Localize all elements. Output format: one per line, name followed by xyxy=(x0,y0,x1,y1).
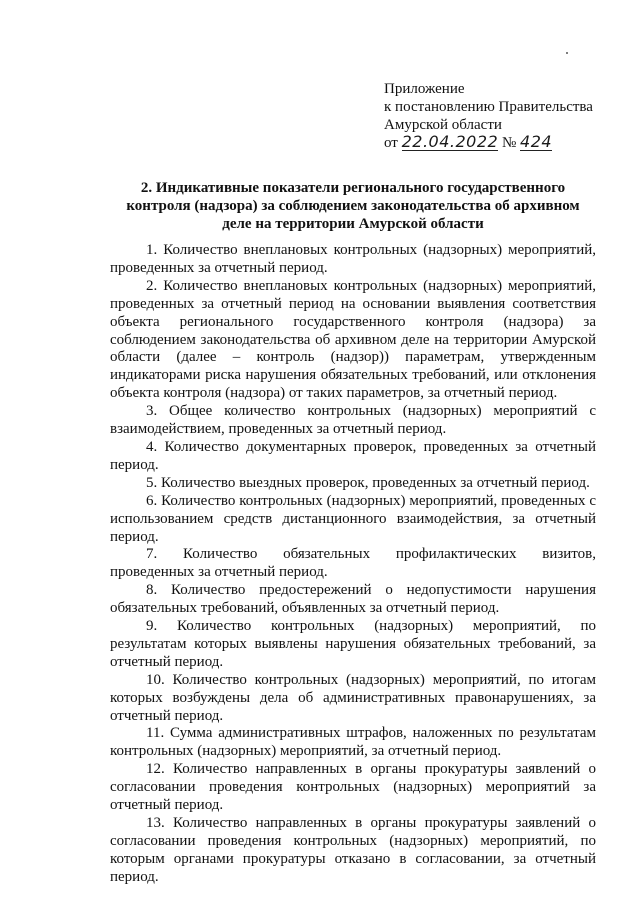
date-prefix: от xyxy=(384,135,398,151)
indicator-item: 7. Количество обязательных профилактических визитов, проведенных за отчетный период. xyxy=(110,546,596,581)
section-title: 2. Индикативные показатели регионального государственного контроля (надзора) за соблюдением законодательства об архивном деле на территории Амурской области xyxy=(126,180,580,232)
handwritten-date: 22.04.2022 xyxy=(401,132,499,151)
scan-speck xyxy=(566,52,568,54)
indicator-item: 12. Количество направленных в органы прокуратуры заявлений о согласовании проведения контрольных (надзорных) мероприятий за отчетный период. xyxy=(110,761,596,814)
indicator-item: 8. Количество предостережений о недопустимости нарушения обязательных требований, объявленных за отчетный период. xyxy=(110,582,596,617)
number-sign: № xyxy=(501,135,517,151)
indicator-item: 13. Количество направленных в органы прокуратуры заявлений о согласовании проведения контрольных (надзорных) мероприятий, по которым органами прокуратуры отказано в согласовании, за отчетный период. xyxy=(110,815,596,885)
indicator-item: 3. Общее количество контрольных (надзорных) мероприятий с взаимодействием, проведенных за отчетный период. xyxy=(110,403,596,438)
indicator-item: 4. Количество документарных проверок, проведенных за отчетный период. xyxy=(110,438,596,473)
appendix-header xyxy=(384,80,593,152)
handwritten-number: 424 xyxy=(520,132,553,151)
appendix-region: Амурской области xyxy=(384,117,502,133)
indicator-item: 5. Количество выездных проверок, проведенных за отчетный период. xyxy=(146,474,590,491)
appendix-resolution: к постановлению Правительства xyxy=(384,99,593,115)
indicator-item: 1. Количество внеплановых контрольных (надзорных) мероприятий, проведенных за отчетный период. xyxy=(110,242,596,276)
appendix-label: Приложение xyxy=(384,81,465,97)
indicator-item: 10. Количество контрольных (надзорных) мероприятий, по итогам которых возбуждены дела об административных правонарушениях, за отчетный период. xyxy=(110,671,596,724)
indicator-item: 2. Количество внеплановых контрольных (надзорных) мероприятий, проведенных за отчетный период на основании выявления соответствия объекта регионального государственного контроля (надзора) за соблюдением законодательства об архивном деле на территории Амурской области (далее – контроль (надзор)) параметрам, утвержденным индикаторами риска нарушения обязательных требований, или отклонения объекта контроля (надзора) от таких параметров, за отчетный период. xyxy=(110,277,596,402)
indicator-item: 9. Количество контрольных (надзорных) мероприятий, по результатам которых выявлены нарушения обязательных требований, за отчетный период. xyxy=(110,618,596,670)
appendix-date-line xyxy=(384,134,593,152)
indicators-list xyxy=(110,242,596,887)
indicator-item: 6. Количество контрольных (надзорных) мероприятий, проведенных с использованием средств дистанционного взаимодействия, за отчетный период. xyxy=(110,492,596,545)
indicator-item: 11. Сумма административных штрафов, наложенных по результатам контрольных (надзорных) мероприятий, за отчетный период. xyxy=(110,725,596,760)
